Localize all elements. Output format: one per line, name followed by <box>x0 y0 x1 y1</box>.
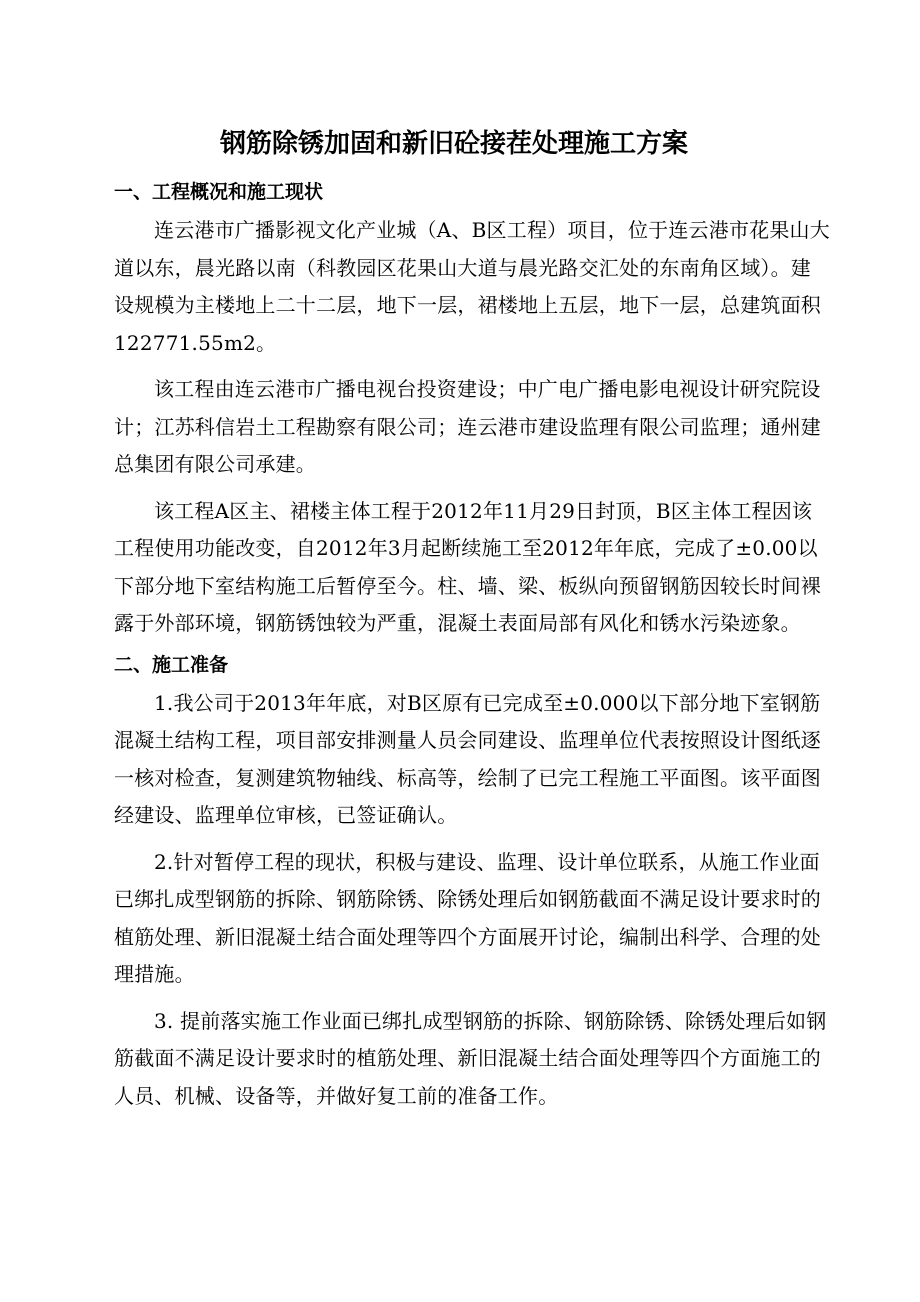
paragraph-preparation-2: 2.针对暂停工程的现状，积极与建设、监理、设计单位联系，从施工作业面已绑扎成型钢筋的拆除、钢筋除锈、除锈处理后如钢筋截面不满足设计要求时的植筋处理、新旧混凝土结合面处理等四个方面展开讨论，编制出科学、合理的处理措施。 <box>114 849 821 986</box>
paragraph-project-parties: 该工程由连云港市广播电视台投资建设；中广电广播电影电视设计研究院设计；江苏科信岩土工程勘察有限公司；连云港市建设监理有限公司监理；通州建总集团有限公司承建。 <box>114 377 821 476</box>
paragraph-project-location: 连云港市广播影视文化产业城（A、B区工程）项目，位于连云港市花果山大道以东，晨光路以南（科教园区花果山大道与晨光路交汇处的东南角区域）。建设规模为主楼地上二十二层，地下一层，裙楼地上五层，地下一层，总建筑面积122771.55m2。 <box>114 218 830 355</box>
paragraph-preparation-3: 3. 提前落实施工作业面已绑扎成型钢筋的拆除、钢筋除锈、除锈处理后如钢筋截面不满足设计要求时的植筋处理、新旧混凝土结合面处理等四个方面施工的人员、机械、设备等，并做好复工前的准备工作。 <box>114 1008 827 1108</box>
paragraph-preparation-1: 1.我公司于2013年年底，对B区原有已完成至±0.000以下部分地下室钢筋混凝土结构工程，项目部安排测量人员会同建设、监理单位代表按照设计图纸逐一核对检查，复测建筑物轴线、标高等，绘制了已完工程施工平面图。该平面图经建设、监理单位审核，已签证确认。 <box>114 690 821 827</box>
section-heading-preparation: 二、施工准备 <box>114 653 229 676</box>
section-heading-overview: 一、工程概况和施工现状 <box>114 181 324 203</box>
document-page <box>114 126 830 1115</box>
document-title: 钢筋除锈加固和新旧砼接茬处理施工方案 <box>220 129 689 159</box>
paragraph-current-status: 该工程A区主、裙楼主体工程于2012年11月29日封顶，B区主体工程因该工程使用功能改变，自2012年3月起断续施工至2012年年底，完成了±0.00以下部分地下室结构施工后暂停至今。柱、墙、梁、板纵向预留钢筋因较长时间裸露于外部环境，钢筋锈蚀较为严重，混凝土表面局部有风化和锈水污染迹象。 <box>114 498 821 635</box>
